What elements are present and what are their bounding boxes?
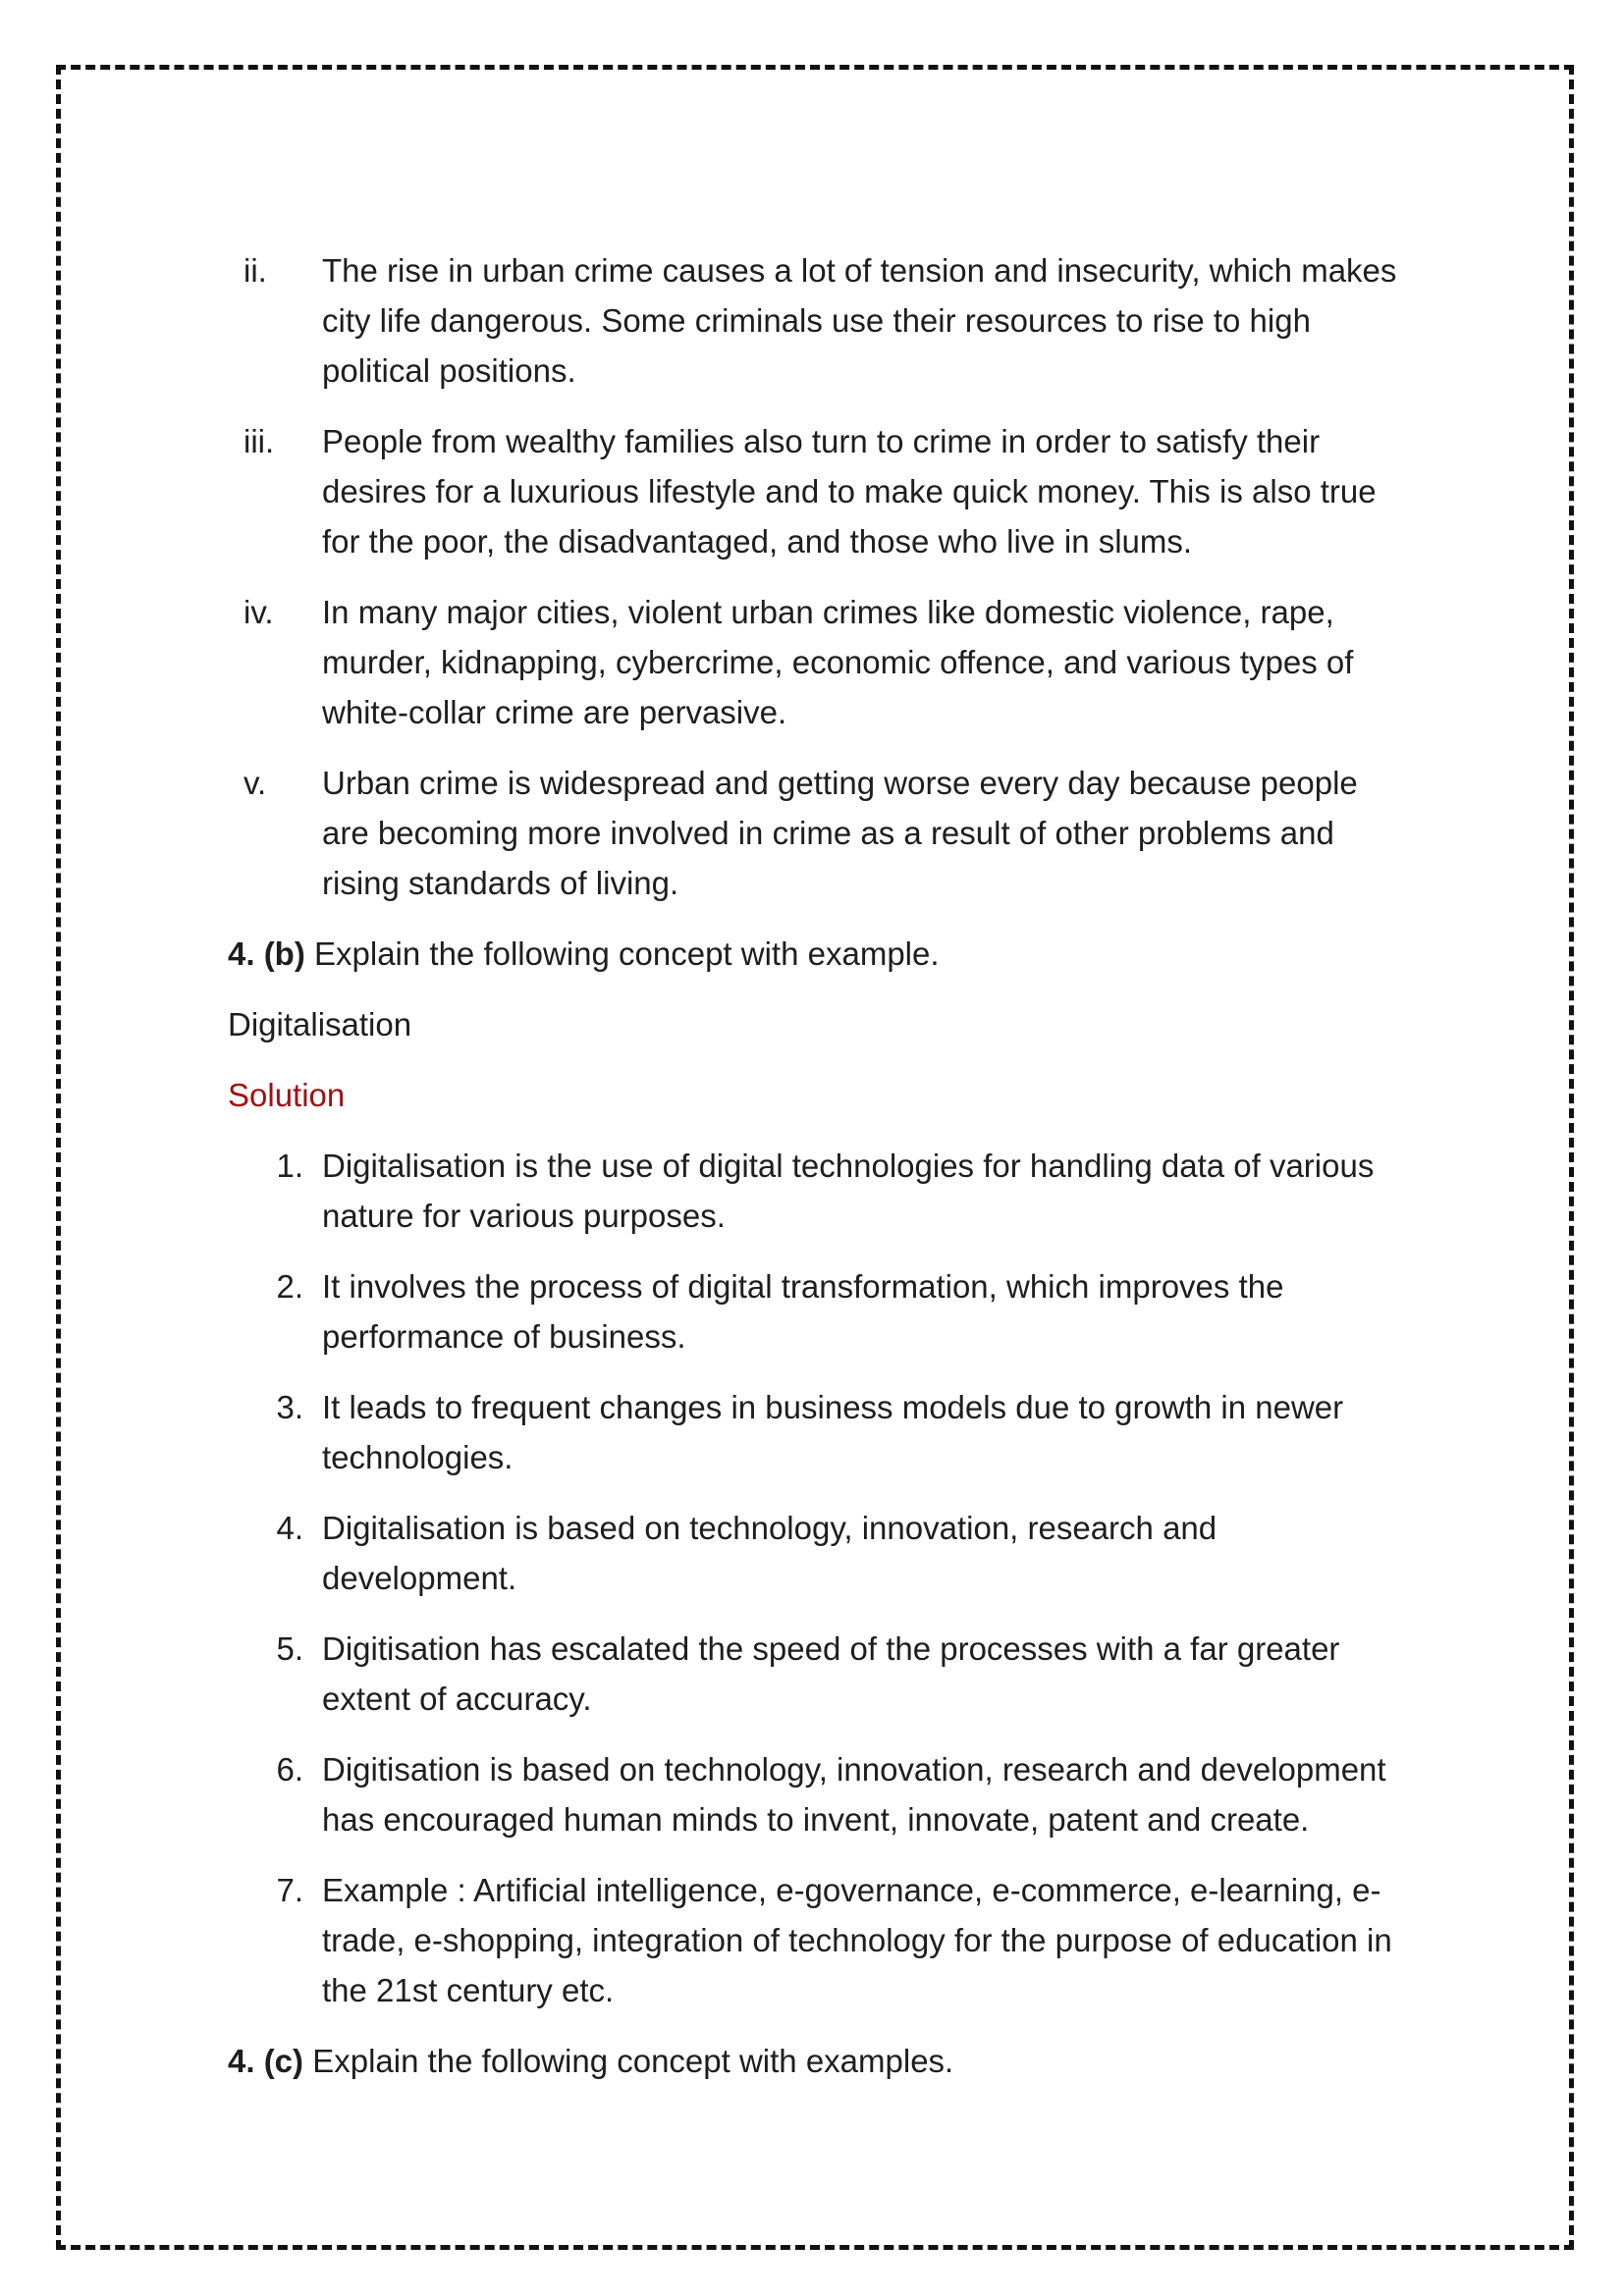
list-item-text: People from wealthy families also turn to crime in order to satisfy their desires for a luxurious lifestyle and to make quick money. This is also true for the poor, the disadvantaged, and those who live in slums. [322,423,1377,560]
question-topic: Digitalisation [228,1006,412,1042]
document-body [228,245,1406,2107]
list-item-text: Digitalisation is the use of digital technologies for handling data of various nature for various purposes. [322,1148,1375,1234]
list-marker: 3. [276,1389,303,1425]
list-marker: 7. [276,1872,303,1908]
list-marker: 1. [276,1148,303,1184]
list-item [228,416,1406,566]
question-number: 4. (b) [228,935,305,972]
list-item-text: Example : Artificial intelligence, e-governance, e-commerce, e-learning, e-trade, e-shopping, integration of technology for the purpose of education in the 21st century etc. [322,1872,1392,2008]
list-item-text: Digitisation has escalated the speed of the processes with a far greater extent of accuracy. [322,1630,1340,1717]
list-item [228,1624,1406,1724]
list-item-text: The rise in urban crime causes a lot of tension and insecurity, which makes city life dangerous. Some criminals use their resources to rise to high political positions. [322,252,1397,389]
solution-label: Solution [228,1077,346,1113]
list-item [228,1382,1406,1482]
list-item-text: In many major cities, violent urban crimes like domestic violence, rape, murder, kidnapping, cybercrime, economic offence, and various types of white-collar crime are pervasive. [322,594,1354,730]
question-heading [228,929,1406,979]
list-item-text: It involves the process of digital transformation, which improves the performance of business. [322,1268,1284,1355]
list-item [228,245,1406,396]
question-prompt: Explain the following concept with example. [314,935,940,972]
list-marker: 2. [276,1268,303,1305]
list-item [228,1744,1406,1844]
question-number: 4. (c) [228,2043,304,2079]
list-item-text: Digitalisation is based on technology, innovation, research and development. [322,1510,1217,1596]
list-marker: 6. [276,1751,303,1788]
list-item-text: It leads to frequent changes in business models due to growth in newer technologies. [322,1389,1344,1475]
question-heading [228,2036,1406,2086]
list-item-text: Digitisation is based on technology, innovation, research and development has encouraged human minds to invent, innovate, patent and create. [322,1751,1386,1838]
list-item [228,1865,1406,2015]
list-item [228,1261,1406,1362]
list-marker: iv. [243,594,274,630]
list-item [228,1141,1406,1241]
list-marker: 5. [276,1630,303,1667]
list-item [228,758,1406,908]
list-item [228,1503,1406,1603]
list-marker: iii. [243,423,275,459]
question-prompt: Explain the following concept with examples. [312,2043,954,2079]
list-item [228,587,1406,737]
list-item-text: Urban crime is widespread and getting worse every day because people are becoming more involved in crime as a result of other problems and rising standards of living. [322,765,1358,901]
list-marker: v. [243,765,267,801]
list-marker: 4. [276,1510,303,1546]
list-marker: ii. [243,252,267,289]
